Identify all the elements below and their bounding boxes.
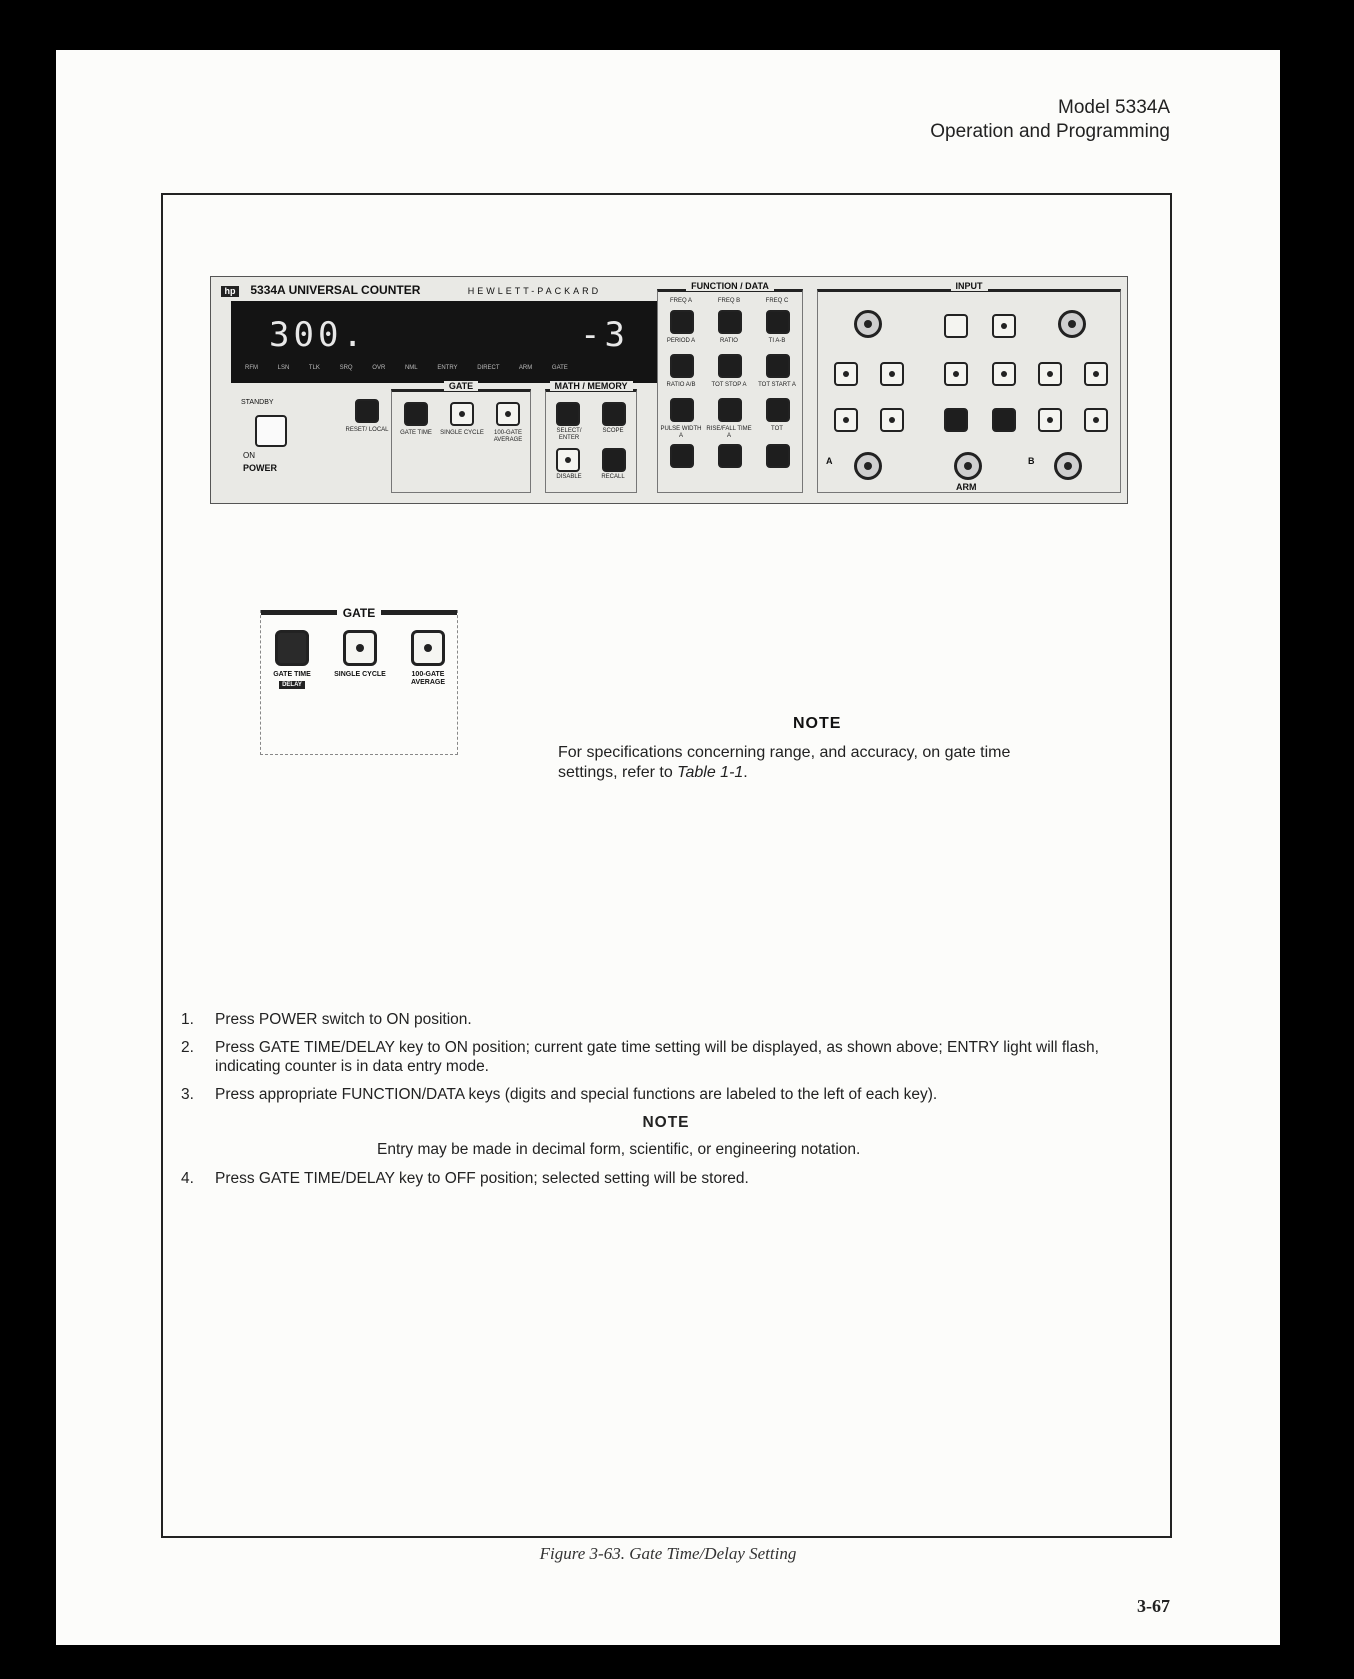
single-cycle-label: SINGLE CYCLE [334,671,386,678]
input-key[interactable] [1084,408,1108,432]
function-key[interactable] [670,398,694,422]
note-text: For specifications concerning range, and accuracy, on gate time settings, refer to Table 1-1. [558,744,1011,781]
function-key-label: TOT STOP A [711,382,747,388]
function-key-label: TOT [771,426,783,432]
annunciator: SRQ [339,365,353,371]
math-key-label: RECALL [601,474,625,480]
input-group-title: INPUT [818,281,1120,291]
math-memory-group [545,381,637,493]
annunciator: RFM [245,365,258,371]
procedure-steps [181,1010,1151,1197]
single-cycle-key-detail[interactable] [343,630,377,666]
input-b-connector[interactable] [1054,452,1082,480]
function-key[interactable] [766,310,790,334]
function-key[interactable] [670,310,694,334]
input-key[interactable] [1038,408,1062,432]
page-number: 3-67 [1137,1596,1170,1616]
trigger-level-b-knob[interactable] [1058,310,1086,338]
on-label: ON [243,451,255,460]
input-key[interactable] [1038,362,1062,386]
function-key-label: PERIOD A [666,338,696,344]
input-b-label: B [1028,456,1035,466]
function-key-label: FREQ B [717,298,741,304]
counter-front-panel [210,276,1128,504]
note-title: NOTE [642,1114,690,1131]
annunciator: NML [404,365,418,371]
math-key-label: SCOPE [602,428,624,434]
function-data-group [657,281,803,493]
scope-key[interactable] [602,402,626,426]
annunciator: OVR [372,365,386,371]
input-a-label: A [826,456,833,466]
annunciator: GATE [551,365,568,371]
figure-caption: Figure 3-63. Gate Time/Delay Setting [539,1544,797,1563]
annunciator: LSN [277,365,290,371]
function-key-label: FREQ C [765,298,789,304]
input-key[interactable] [992,408,1016,432]
reset-local-key[interactable] [355,399,379,423]
math-key-label: SELECT/ ENTER [556,428,582,441]
input-group [817,281,1121,493]
input-key[interactable] [834,408,858,432]
hp-logo-icon: hp [221,286,239,297]
function-key[interactable] [766,354,790,378]
gate-detail-illustration [260,606,458,755]
panel-model-name: 5334A UNIVERSAL COUNTER [250,283,421,297]
list-item: 4. Press GATE TIME/DELAY key to OFF position; selected setting will be stored. [181,1170,749,1187]
gate-group [391,381,531,493]
gate-average-key-detail[interactable] [411,630,445,666]
function-group-title: FUNCTION / DATA [658,281,802,291]
note-title: NOTE [793,715,842,732]
function-key[interactable] [766,444,790,468]
figure-frame [161,193,1172,1538]
gate-detail-title: GATE [261,606,457,620]
function-key[interactable] [766,398,790,422]
function-key[interactable] [670,354,694,378]
recall-key[interactable] [602,448,626,472]
power-area [241,395,311,485]
gate-key-label: GATE TIME [400,430,432,436]
annunciator: DIRECT [477,365,500,371]
power-label: POWER [243,463,278,473]
gate-group-title: GATE [392,381,530,391]
input-key[interactable] [992,314,1016,338]
function-key-label: PULSE WIDTH A [660,426,702,439]
input-key[interactable] [880,408,904,432]
single-cycle-key[interactable] [450,402,474,426]
input-key[interactable] [944,362,968,386]
select-enter-key[interactable] [556,402,580,426]
input-key[interactable] [880,362,904,386]
function-key-label: RATIO A/B [666,382,696,388]
arm-label: ARM [956,482,977,492]
power-switch[interactable] [255,415,287,447]
arm-connector[interactable] [954,452,982,480]
list-item: 3. Press appropriate FUNCTION/DATA keys (digits and special functions are labeled to the left of each key). [181,1086,938,1103]
math-key-label: DISABLE [556,474,582,480]
input-key[interactable] [1084,362,1108,386]
display-exponent: -3 [580,315,629,355]
annunciator: TLK [308,365,320,371]
function-key[interactable] [718,310,742,334]
input-a-connector[interactable] [854,452,882,480]
function-key[interactable] [718,444,742,468]
disable-key[interactable] [556,448,580,472]
gate-time-delay-key[interactable] [275,630,309,666]
gate-time-label: GATE TIME DELAY [273,671,311,688]
function-key[interactable] [718,354,742,378]
panel-manufacturer: HEWLETT-PACKARD [467,286,602,296]
gate-average-key[interactable] [496,402,520,426]
gate-key-label: SINGLE CYCLE [440,430,484,436]
input-key[interactable] [944,408,968,432]
function-key-label: FREQ A [669,298,692,304]
input-key[interactable] [992,362,1016,386]
manual-page [56,50,1280,1645]
gate-time-key[interactable] [404,402,428,426]
annunciator-row [245,365,586,371]
panel-brand-row [221,283,601,297]
list-item: 2. Press GATE TIME/DELAY key to ON position; current gate time setting will be displayed, as shown above; ENTRY light will flash, indicating counter is in data entry mode. [181,1039,1099,1075]
annunciator: ENTRY [437,365,458,371]
function-key-label: RATIO [720,338,738,344]
list-item: 1. Press POWER switch to ON position. [181,1011,472,1028]
function-key[interactable] [718,398,742,422]
function-key-label: TI A-B [768,338,786,344]
math-group-title: MATH / MEMORY [546,381,636,391]
gate-key-label: 100-GATE AVERAGE [493,430,523,443]
table-reference: Table 1-1 [677,764,744,781]
function-key-label: TOT START A [758,382,796,388]
reset-local-label: RESET/ LOCAL [345,427,389,433]
function-key-label: RISE/FALL TIME A [706,426,752,439]
gate-average-label: 100-GATE AVERAGE [410,671,446,686]
header-model: Model 5334A [1058,97,1170,118]
note-text: Entry may be made in decimal form, scientific, or engineering notation. [377,1141,861,1158]
input-key[interactable] [944,314,968,338]
display-mantissa: 300. [269,315,367,355]
standby-label: STANDBY [241,399,274,406]
delay-tag: DELAY [279,681,305,689]
input-key[interactable] [834,362,858,386]
trigger-level-a-knob[interactable] [854,310,882,338]
function-key[interactable] [670,444,694,468]
annunciator: ARM [518,365,533,371]
page-header [930,96,1170,144]
header-section: Operation and Programming [930,121,1170,142]
led-display [231,301,657,383]
